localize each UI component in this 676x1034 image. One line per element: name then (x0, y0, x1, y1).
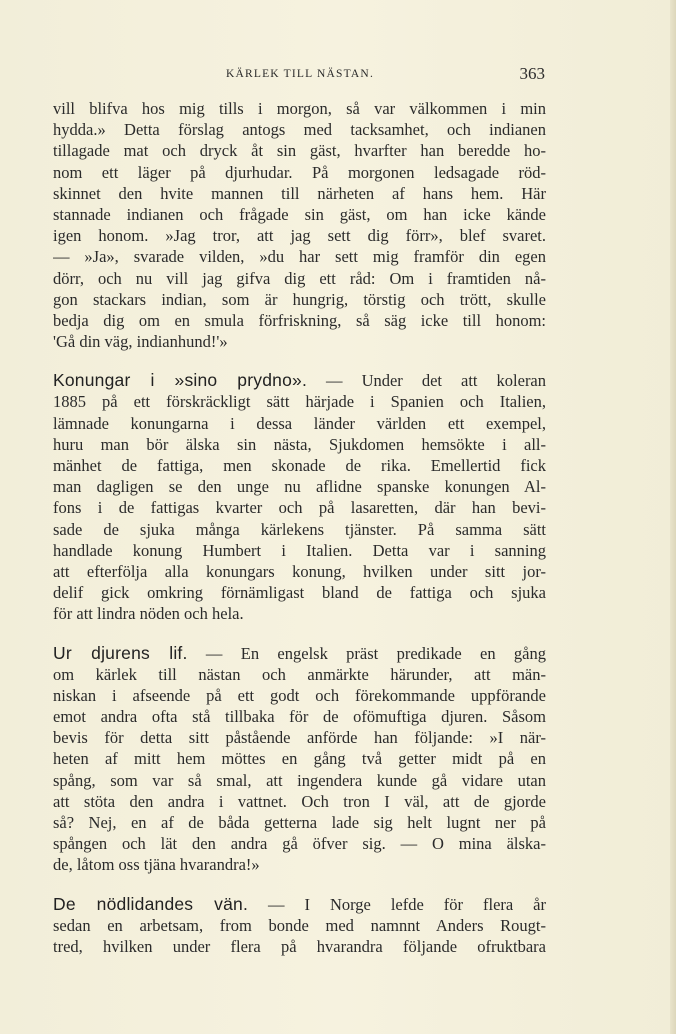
text-line: sedan en arbetsam, from bonde med namnnt Anders Rougt- (53, 915, 546, 935)
running-title: KÄRLEK TILL NÄSTAN. (225, 68, 375, 80)
text-line: bevis för detta sitt påstående anförde han följande: »I när- (53, 728, 546, 748)
section-heading: Ur djurens lif. (53, 642, 188, 663)
text-line: 'Gå din väg, indianhund!'» (53, 332, 228, 352)
text-run: — Under det att koleran (326, 371, 546, 391)
section-nodlidandes-van (53, 894, 546, 958)
text-line: hydda.» Detta förslag antogs med tacksamhet, och indianen (53, 120, 546, 140)
paragraph-indian-story (53, 98, 546, 352)
text-line: mänhet de fattiga, men skonade de rika. Emellertid fick (53, 456, 546, 475)
text-line: niskan i afseende på ett godt och förekommande uppförande (53, 685, 546, 705)
text-line: man dagligen se den unge nu aflidne spanske konungen Al- (53, 477, 546, 497)
section-first-line (53, 370, 546, 391)
text-line: lämnade konungarna i dessa länder världen ett exempel, (53, 413, 546, 433)
section-heading: Konungar i »sino prydno». (53, 370, 308, 391)
text-line: om kärlek till nästan och anmärkte härunder, att män- (53, 664, 546, 684)
body-text (53, 98, 546, 957)
text-line: för att lindra nöden och hela. (53, 604, 244, 624)
section-first-line (53, 894, 546, 915)
text-line: fons i de fattigas kvarter och på lasaretten, där han bevi- (53, 498, 546, 518)
text-line: dörr, och nu vill jag gifva dig ett råd: Om i framtiden nå- (53, 268, 546, 288)
section-first-line (53, 643, 546, 664)
text-line: att efterfölja alla konungars konung, hvilken under sitt jor- (53, 561, 546, 581)
text-line: skinnet den hvite mannen till närheten af hans hem. Här (53, 183, 546, 203)
text-line: heten af mitt hem möttes en gång två getter midt på en (53, 749, 546, 769)
text-line: spång, som var så smal, att ingendera kunde gå vidare utan (53, 770, 546, 790)
text-line: 1885 på ett förskräckligt sätt härjade i Spanien och Italien, (53, 392, 546, 412)
text-line: huru man bör älska sin nästa, Sjukdomen hemsökte i all- (53, 434, 546, 454)
text-line: att stöta den andra i vattnet. Och tron I väl, att de gjorde (53, 791, 546, 811)
text-run: — I Norge lefde för flera år (268, 894, 546, 914)
text-line: handlade konung Humbert i Italien. Detta var i sanning (53, 540, 546, 560)
text-line: — »Ja», svarade vilden, »du har sett mig framför din egen (53, 247, 546, 267)
text-line: nom ett läger på djurhudar. På morgonen ledsagade röd- (53, 162, 546, 182)
text-line: de, låtom oss tjäna hvarandra!» (53, 855, 260, 875)
text-line: vill blifva hos mig tills i morgon, så var välkommen i min (53, 99, 546, 118)
text-line: emot andra ofta stå tillbaka för de ofömuftiga djuren. Såsom (53, 707, 546, 727)
section-djurens-lif (53, 643, 546, 876)
text-line: igen honom. »Jag tror, att jag sett dig förr», blef svaret. (53, 226, 546, 246)
page-edge (670, 0, 676, 1034)
text-line: tred, hvilken under flera på hvarandra följande ofruktbara (53, 936, 546, 956)
text-line: så? Nej, en af de båda getterna lade sig helt lugnt ner på (53, 813, 546, 832)
page-number: 363 (519, 64, 545, 83)
text-line: gon stackars indian, som är hungrig, törstig och trött, skulle (53, 289, 546, 309)
text-line: sade de sjuka många kärlekens tjänster. På samma sätt (53, 519, 546, 539)
page-header (55, 64, 545, 86)
section-konungar (53, 370, 546, 624)
text-line: spången och lät den andra gå öfver sig. — O mina älska- (53, 834, 546, 854)
text-line: tillagade mat och dryck åt sin gäst, hvarfter han beredde ho- (53, 141, 546, 161)
text-run: — En engelsk präst predikade en gång (205, 643, 546, 663)
text-line: delif gick omkring förnämligast bland de fattiga och sjuka (53, 583, 546, 603)
section-heading: De nödlidandes vän. (53, 893, 249, 914)
text-line: bedja dig om en smula förfriskning, så säg icke till honom: (53, 310, 546, 330)
text-line: stannade indianen och frågade sin gäst, om han icke kände (53, 204, 546, 224)
